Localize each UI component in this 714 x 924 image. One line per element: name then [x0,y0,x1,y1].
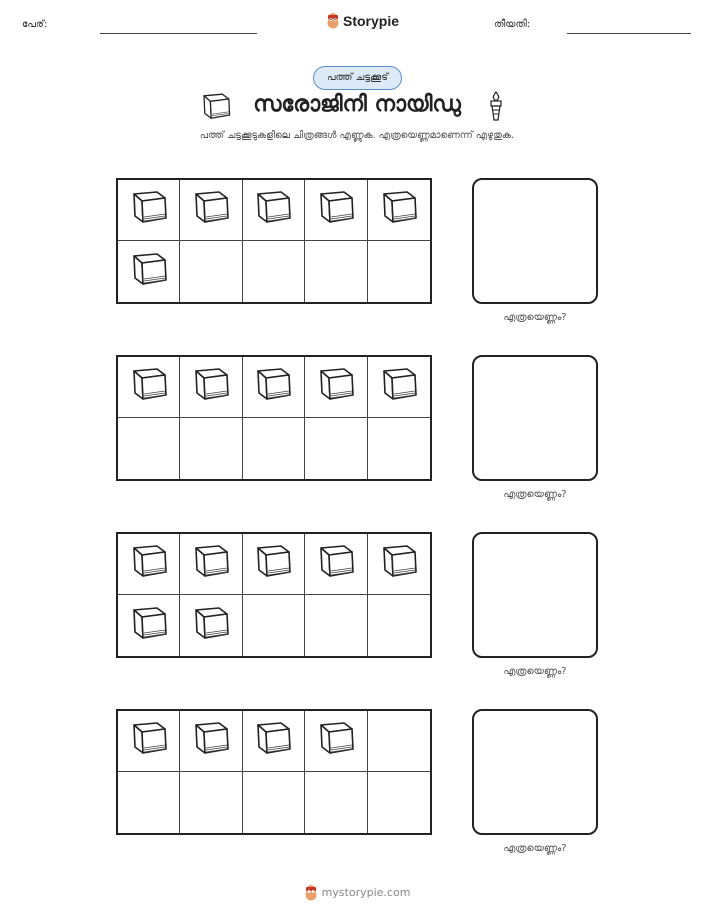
book-icon [191,606,231,646]
book-icon [129,252,169,292]
how-many-label-4: എത്രയെണ്ണം? [503,843,567,854]
date-line[interactable] [567,33,691,34]
book-icon [316,190,356,230]
book-icon [379,544,419,584]
storypie-mascot-icon [304,884,318,901]
book-icon [129,721,169,761]
name-line[interactable] [100,33,257,34]
brand-name: Storypie [343,12,400,29]
frame-cell [305,772,367,833]
frame-cell [180,180,242,241]
book-icon [129,544,169,584]
frame-cell [243,595,305,656]
frame-cell [368,772,430,833]
frame-cell [243,357,305,418]
frame-cell [368,418,430,479]
frame-cell [180,711,242,772]
footer [0,884,714,901]
frame-cell [118,595,180,656]
frame-cell [368,711,430,772]
frame-cell [368,180,430,241]
name-label: പേര്: [22,19,48,30]
book-icon [191,367,231,407]
frame-cell [305,180,367,241]
answer-box-4[interactable] [472,709,598,835]
how-many-label-3: എത്രയെണ്ണം? [503,666,567,677]
ten-frame-2 [116,355,432,481]
book-icon [191,721,231,761]
frame-cell [180,772,242,833]
frame-cell [118,180,180,241]
frame-cell [305,418,367,479]
frame-cell [118,357,180,418]
book-icon [316,367,356,407]
frame-cell [305,595,367,656]
page-title: സരോജിനി നായിഡു [253,92,461,117]
frame-cell [243,534,305,595]
title-row [0,90,714,124]
footer-url[interactable]: mystorypie.com [321,886,411,899]
frame-cell [305,357,367,418]
frame-cell [118,711,180,772]
date-label: തീയതി: [494,19,531,30]
frame-cell [368,595,430,656]
ten-frame-3 [116,532,432,658]
book-icon [379,190,419,230]
frame-cell [305,534,367,595]
answer-box-1[interactable] [472,178,598,304]
book-icon [253,721,293,761]
ten-frame-1 [116,178,432,304]
topic-badge: പത്ത് ചട്ടക്കൂട് [313,66,402,90]
brand-logo [326,12,399,29]
storypie-mascot-icon [326,12,340,29]
instructions: പത്ത് ചട്ടക്കൂടുകളിലെ ചിത്രങ്ങൾ എണ്ണുക. എത്രയെണ്ണമാണെന്ന് എഴുതുക. [199,130,515,141]
book-icon [253,544,293,584]
frame-cell [243,772,305,833]
book-icon [129,606,169,646]
ten-frame-4 [116,709,432,835]
book-icon [316,544,356,584]
book-icon [129,190,169,230]
frame-cell [180,534,242,595]
book-icon [379,367,419,407]
frame-cell [180,418,242,479]
frame-cell [243,418,305,479]
book-icon [253,190,293,230]
frame-cell [118,241,180,302]
answer-box-2[interactable] [472,355,598,481]
frame-cell [180,595,242,656]
how-many-label-1: എത്രയെണ്ണം? [503,312,567,323]
frame-cell [180,241,242,302]
how-many-label-2: എത്രയെണ്ണം? [503,489,567,500]
book-icon [191,190,231,230]
frame-cell [180,357,242,418]
frame-cell [118,772,180,833]
frame-cell [118,534,180,595]
torch-icon [486,90,506,122]
answer-box-3[interactable] [472,532,598,658]
frame-cell [118,418,180,479]
frame-cell [243,180,305,241]
frame-cell [368,534,430,595]
book-icon [129,367,169,407]
book-icon [191,544,231,584]
frame-cell [243,241,305,302]
frame-cell [305,241,367,302]
frame-cell [368,357,430,418]
book-icon [253,367,293,407]
frame-cell [243,711,305,772]
frame-cell [305,711,367,772]
book-icon [316,721,356,761]
frame-cell [368,241,430,302]
